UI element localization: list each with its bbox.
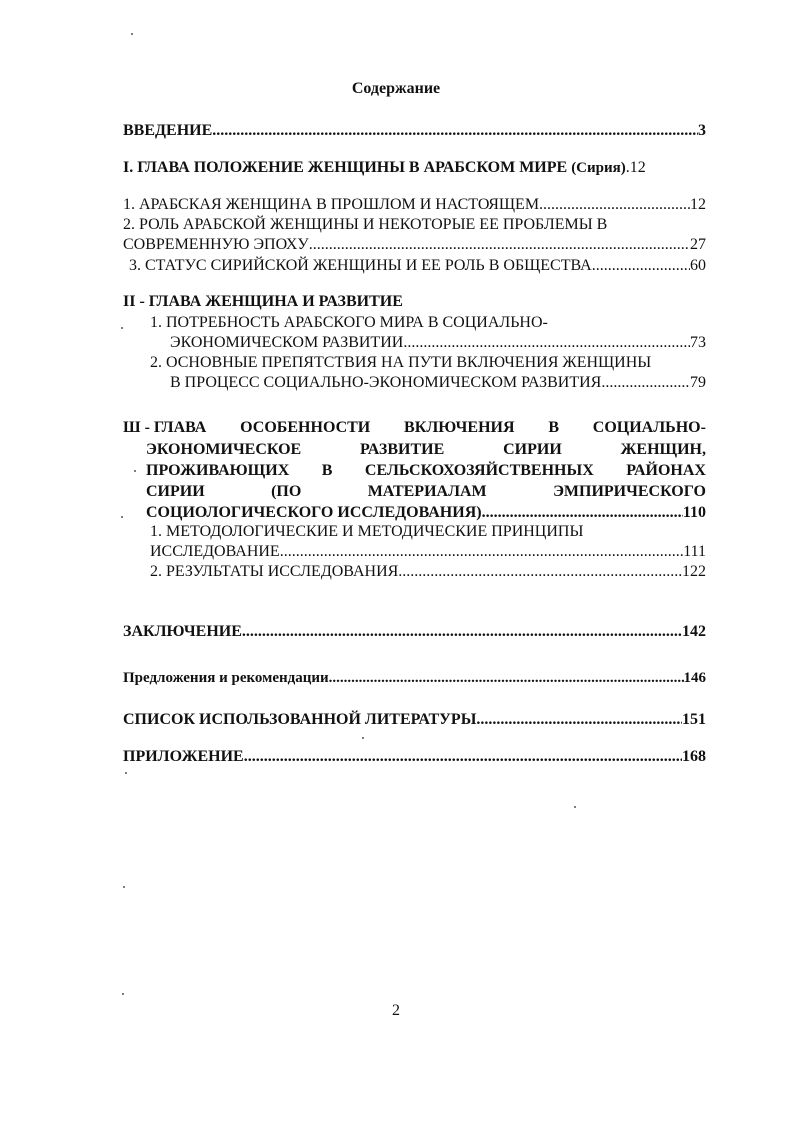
heading-word: СИРИИ [146,483,205,500]
heading-word: РАЙОНАХ [626,462,706,479]
toc-entry-conclusion[interactable] [123,622,706,642]
heading-word: В [321,462,333,479]
toc-entry-2-2-line1[interactable]: 2. ОСНОВНЫЕ ПРЕПЯТСТВИЯ НА ПУТИ ВКЛЮЧЕНИЯ ЖЕНЩИНЫ [150,354,652,371]
heading-word: СОЦИАЛЬНО- [592,419,706,436]
page-title: Содержание [351,80,441,97]
chapter-3-heading-line2[interactable] [146,440,706,460]
heading-word: СЕЛЬСКОХОЗЯЙСТВЕННЫХ [364,462,594,479]
chapter-3-heading-line1[interactable] [123,418,706,438]
chapter-1-heading[interactable] [123,158,646,178]
toc-entry-3-1[interactable] [150,542,706,562]
dot-leader [403,333,690,353]
dot-leader [309,235,690,255]
toc-page: .12 [625,159,646,176]
heading-word: ВКЛЮЧЕНИЯ [404,419,515,436]
heading-word: В [548,419,559,436]
toc-label: СПИСОК ИСПОЛЬЗОВАННОЙ ЛИТЕРАТУРЫ [123,711,477,728]
scan-speck [134,470,136,472]
heading-word: СИРИИ [503,441,562,458]
toc-entry-1-3[interactable] [129,256,706,276]
toc-page: 27 [690,236,706,253]
scan-speck [574,806,576,808]
toc-entry-1-1[interactable] [123,195,706,215]
toc-entry-2-1[interactable] [170,333,706,353]
toc-page: 142 [682,623,706,640]
toc-page: 73 [690,334,706,351]
heading-word: Ш - ГЛАВА [123,419,207,436]
chapter-1-heading-suffix: (Сирия) [571,160,626,176]
dot-leader [476,710,682,730]
chapter-2-heading[interactable]: II - ГЛАВА ЖЕНЩИНА И РАЗВИТИЕ [123,293,403,310]
heading-word: (ПО [271,483,302,500]
dot-leader [244,747,682,767]
chapter-3-heading-line4[interactable] [146,482,706,502]
heading-word: ПРОЖИВАЮЩИХ [146,462,290,479]
scan-speck [125,772,127,774]
toc-label: 2. РОЛЬ АРАБСКОЙ ЖЕНЩИНЫ И НЕКОТОРЫЕ ЕЕ ПРОБЛЕМЫ В [123,216,608,233]
dot-leader [592,256,690,276]
scan-speck [121,327,123,329]
scan-speck [123,886,125,888]
toc-entry-intro[interactable] [123,121,706,141]
toc-entry-proposals[interactable] [123,668,706,688]
toc-page: 146 [683,670,706,686]
toc-label: ИССЛЕДОВАНИЕ. [150,543,284,560]
chapter-1-heading-text: I. ГЛАВА ПОЛОЖЕНИЕ ЖЕНЩИНЫ В АРАБСКОМ МИРЕ [123,159,572,176]
scan-speck [131,33,133,35]
toc-entry-appendix[interactable] [123,747,706,767]
chapter-3-heading-line3[interactable] [146,461,706,481]
dot-leader [212,121,698,141]
scan-speck [121,516,123,518]
dot-leader [539,195,690,215]
heading-word: ЭКОНОМИЧЕСКОЕ [146,441,302,458]
toc-label: ПРИЛОЖЕНИЕ [123,748,244,765]
dot-leader [601,373,690,393]
toc-entry-1-2-line1[interactable] [123,215,706,235]
dot-leader [284,542,683,562]
scan-speck [362,737,364,739]
toc-label: ЭКОНОМИЧЕСКОМ РАЗВИТИИ [170,334,404,351]
heading-word: ОСОБЕННОСТИ [240,419,371,436]
toc-entry-3-1-line1[interactable]: 1. МЕТОДОЛОГИЧЕСКИЕ И МЕТОДИЧЕСКИЕ ПРИНЦИПЫ [150,523,584,540]
toc-label: ЗАКЛЮЧЕНИЕ [123,623,242,640]
toc-page: 60 [690,257,706,274]
toc-label: Предложения и рекомендации [123,670,329,686]
toc-label: ВВЕДЕНИЕ [123,122,213,139]
toc-page: 168 [682,748,706,765]
chapter-3-heading-line5[interactable] [146,503,706,523]
dot-leader [242,622,682,642]
toc-page: 122 [682,563,706,580]
toc-label: В ПРОЦЕСС СОЦИАЛЬНО-ЭКОНОМИЧЕСКОМ РАЗВИТИЯ [170,374,602,391]
toc-entry-2-1-line1[interactable]: 1. ПОТРЕБНОСТЬ АРАБСКОГО МИРА В СОЦИАЛЬНО- [150,314,548,331]
toc-entry-references[interactable] [123,710,706,730]
toc-entry-3-2[interactable] [150,562,706,582]
heading-word: РАЗВИТИЕ [360,441,445,458]
toc-label: СОВРЕМЕННУЮ ЭПОХУ [123,236,309,253]
toc-entry-2-2[interactable] [170,373,706,393]
heading-word: МАТЕРИАЛАМ [367,483,487,500]
toc-page: 110 [682,504,706,521]
heading-word: ЭМПИРИЧЕСКОГО [553,483,706,500]
toc-page: 111 [683,543,706,560]
toc-page: 12 [690,196,706,213]
dot-leader [329,668,684,688]
dot-leader [482,503,683,523]
toc-entry-1-2[interactable] [123,235,706,255]
page-number: 2 [392,1002,400,1019]
heading-word: ЖЕНЩИН, [620,441,706,458]
dot-leader [398,562,682,582]
toc-page: 3 [698,122,706,139]
toc-label: 2. РЕЗУЛЬТАТЫ ИССЛЕДОВАНИЯ [150,563,399,580]
toc-page: 79 [690,374,706,391]
toc-label: СОЦИОЛОГИЧЕСКОГО ИССЛЕДОВАНИЯ) [146,504,482,521]
toc-label: 3. СТАТУС СИРИЙСКОЙ ЖЕНЩИНЫ И ЕЕ РОЛЬ В ОБЩЕСТВА [129,257,592,274]
toc-page: 151 [682,711,706,728]
scan-speck [122,993,124,995]
toc-label: 1. АРАБСКАЯ ЖЕНЩИНА В ПРОШЛОМ И НАСТОЯЩЕМ [123,196,540,213]
